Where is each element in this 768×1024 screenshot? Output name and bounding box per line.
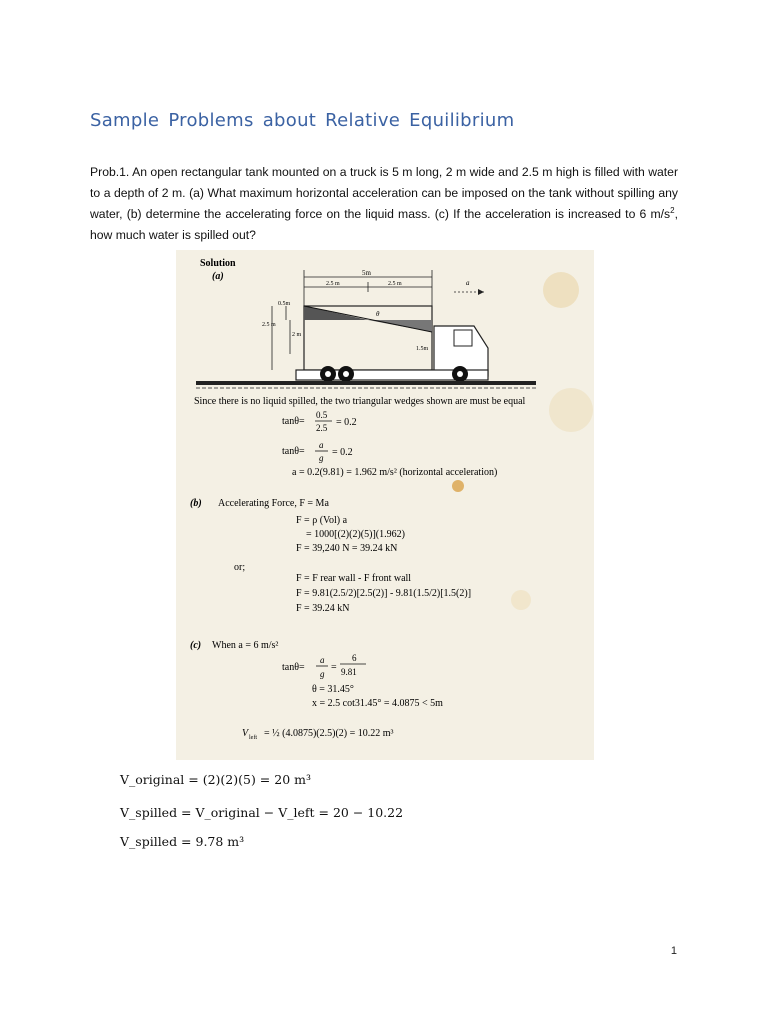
c-eq1-lhs: tanθ= xyxy=(282,662,305,673)
b-line1: F = ρ (Vol) a xyxy=(296,515,348,526)
c-line4-rest: = ½ (4.0875)(2.5)(2) = 10.22 m³ xyxy=(264,728,394,739)
page-number: 1 xyxy=(670,945,677,957)
dim-2: 2 m xyxy=(292,332,302,338)
dim-1-5: 1.5m xyxy=(416,346,429,352)
dim-a: a xyxy=(466,279,470,287)
problem-text-end: , how much water is spilled out? xyxy=(90,207,678,242)
document-title: Sample Problems about Relative Equilibrium xyxy=(90,110,515,131)
c-line4-lhs: V xyxy=(242,728,249,739)
dim-left: 2.5 m xyxy=(326,281,340,287)
a-eq1-lhs: tanθ= xyxy=(282,416,305,427)
problem-superscript: 2 xyxy=(670,205,675,215)
dim-total: 5m xyxy=(362,269,371,277)
b-line2: = 1000[(2)(2)(5)](1.962) xyxy=(306,529,405,540)
part-c-heading: When a = 6 m/s² xyxy=(212,640,279,651)
a-eq1-den: 2.5 xyxy=(316,423,328,433)
v-original-equation: V_original = (2)(2)(5) = 20 m³ xyxy=(120,772,311,787)
c-line4-sub: left xyxy=(249,735,257,741)
b-line6: F = 39.24 kN xyxy=(296,603,350,614)
v-spilled-result: V_spilled = 9.78 m³ xyxy=(120,834,245,849)
a-eq1-rhs: = 0.2 xyxy=(336,417,357,428)
svg-text:=: = xyxy=(331,662,337,673)
a-eq2-lhs: tanθ= xyxy=(282,446,305,457)
c-eq1-den2: 9.81 xyxy=(341,667,357,677)
theta-label: θ xyxy=(376,310,380,318)
part-a-statement: Since there is no liquid spilled, the two triangular wedges shown are must be equal xyxy=(194,396,526,407)
v-spilled-equation: V_spilled = V_original − V_left = 20 − 10.22 xyxy=(120,805,404,820)
b-or: or; xyxy=(234,562,246,573)
b-line4: F = F rear wall - F front wall xyxy=(296,573,412,584)
a-eq2-den: g xyxy=(319,453,324,463)
solution-scan xyxy=(176,250,594,760)
b-line5: F = 9.81(2.5/2)[2.5(2)] - 9.81(1.5/2)[1.5(2)] xyxy=(296,588,472,599)
part-a-label: (a) xyxy=(212,271,224,282)
a-eq2-num: a xyxy=(319,440,324,450)
dim-2-5: 2.5 m xyxy=(262,322,276,328)
c-line2: θ = 31.45° xyxy=(312,684,354,695)
a-eq3: a = 0.2(9.81) = 1.962 m/s² (horizontal acceleration) xyxy=(292,467,498,478)
c-eq1-num2: 6 xyxy=(352,653,357,663)
a-eq1-num: 0.5 xyxy=(316,410,328,420)
c-line3: x = 2.5 cot31.45° = 4.0875 < 5m xyxy=(312,698,443,709)
solution-heading: Solution xyxy=(200,258,236,269)
part-c-label: (c) xyxy=(190,640,202,651)
solution-figure xyxy=(176,250,594,760)
c-eq1-den1: g xyxy=(320,669,325,679)
problem-text: An open rectangular tank mounted on a truck is 5 m long, 2 m wide and 2.5 m high is filled with water to a depth of 2 m. (a) What maximum horizontal acceleration can be imposed on the tank without spilling any water, (b) determine the accelerating force on the liquid mass. (c) If the acceleration is increased to 6 m/s xyxy=(90,165,678,221)
dim-right: 2.5 m xyxy=(388,281,402,287)
problem-label: Prob.1. xyxy=(90,165,130,179)
dim-0-5: 0.5m xyxy=(278,301,291,307)
part-b-heading: Accelerating Force, F = Ma xyxy=(218,498,329,509)
b-line3: F = 39,240 N = 39.24 kN xyxy=(296,543,398,554)
c-eq1-num1: a xyxy=(320,655,325,665)
a-eq2-rhs: = 0.2 xyxy=(332,447,353,458)
part-b-label: (b) xyxy=(190,498,202,509)
problem-statement xyxy=(90,162,678,246)
